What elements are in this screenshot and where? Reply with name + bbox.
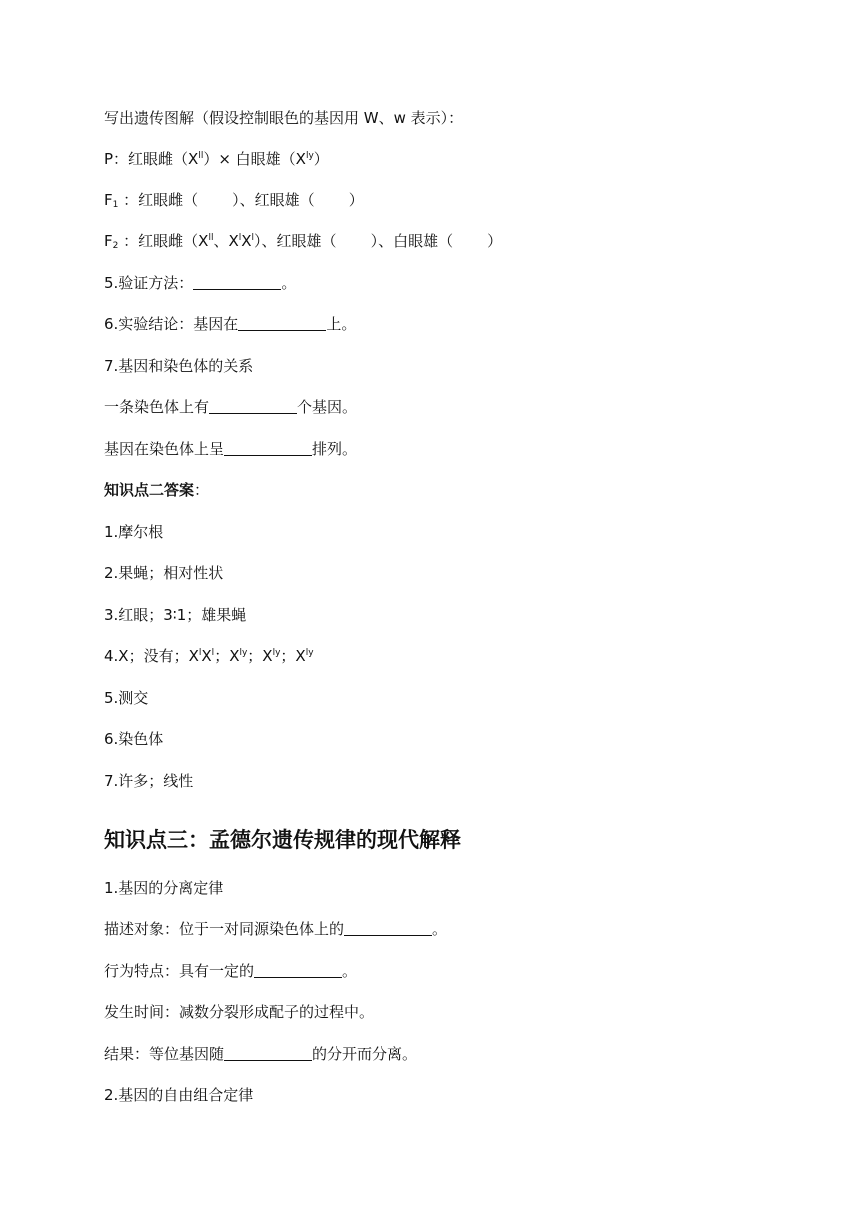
s3-question-2-title (104, 1085, 253, 1105)
q7b-suffix: 排列。 (312, 440, 358, 458)
f2-sub: 2 (112, 241, 119, 251)
a4-text-1: X (201, 647, 212, 665)
f1-text-1: ：红眼雌（ (123, 191, 199, 209)
answer-4 (104, 646, 314, 666)
parent-text-3: ） (313, 150, 329, 168)
s3-question-1c (104, 1002, 374, 1022)
f2-text-3: X (241, 232, 252, 250)
answer-5-text: 5.测交 (104, 689, 149, 707)
a4-sup-1: l (198, 648, 202, 658)
genetic-diagram-intro (104, 108, 463, 128)
q7a-prefix: 一条染色体上有 (104, 398, 210, 416)
f1-label: F (104, 191, 113, 209)
s3-question-1b (104, 961, 357, 981)
answers-title-colon: ： (194, 481, 210, 499)
q7-title: 7.基因和染色体的关系 (104, 357, 254, 375)
question-6 (104, 314, 356, 334)
s3-q1d-blank (224, 1045, 312, 1061)
answer-2 (104, 563, 223, 583)
s3-q1d-prefix: 结果：等位基因随 (104, 1045, 225, 1063)
s3-q1a-prefix: 描述对象：位于一对同源染色体上的 (104, 920, 345, 938)
question-7a (104, 397, 357, 417)
f2-sup-3: l (251, 233, 255, 243)
q5-suffix: 。 (281, 274, 297, 292)
f2-generation-line (104, 231, 502, 251)
parent-sup-2: ly (305, 151, 314, 161)
parent-sup-1: ll (198, 151, 204, 161)
question-5 (104, 273, 296, 293)
q7b-blank (224, 440, 312, 456)
s3-question-1-title (104, 878, 223, 898)
answers-title: 知识点二答案 (104, 481, 195, 499)
a4-sup-2: l (211, 648, 215, 658)
a4-sup-5: ly (305, 648, 314, 658)
s3-question-1d (104, 1044, 417, 1064)
f2-text-1: ：红眼雌（X (123, 232, 209, 250)
a4-text-3: ；X (247, 647, 273, 665)
parent-text-1: P：红眼雌（X (104, 150, 199, 168)
parent-generation-line (104, 149, 329, 169)
s3-q1a-suffix: 。 (432, 920, 448, 938)
s3-q1b-prefix: 行为特点：具有一定的 (104, 962, 255, 980)
answer-1 (104, 522, 163, 542)
s3-q1b-suffix: 。 (342, 962, 358, 980)
f1-text-2: ）、红眼雄（ (232, 191, 315, 209)
f2-sup-2: l (238, 233, 242, 243)
answer-7 (104, 771, 193, 791)
f1-generation-line (104, 190, 364, 210)
f2-text-4: ）、红眼雄（ (254, 232, 337, 250)
f2-sup-1: ll (208, 233, 214, 243)
answers-title-line (104, 480, 209, 500)
q6-suffix: 上。 (326, 315, 357, 333)
q7a-suffix: 个基因。 (297, 398, 358, 416)
f2-text-5: ）、白眼雄（ (370, 232, 454, 250)
question-7-title (104, 356, 253, 376)
answer-3-text: 3.红眼；3∶1；雄果蝇 (104, 606, 247, 624)
section-3-heading-text: 知识点三：孟德尔遗传规律的现代解释 (104, 828, 461, 852)
answer-7-text: 7.许多；线性 (104, 772, 194, 790)
a4-prefix: 4.X；没有；X (104, 647, 199, 665)
q7b-prefix: 基因在染色体上呈 (104, 440, 225, 458)
f1-sub: 1 (112, 200, 119, 210)
answer-6-text: 6.染色体 (104, 730, 164, 748)
answer-2-text: 2.果蝇；相对性状 (104, 564, 224, 582)
q6-blank (238, 315, 326, 331)
s3-q1-title: 1.基因的分离定律 (104, 879, 224, 897)
answer-5 (104, 688, 148, 708)
f2-text-2: 、X (213, 232, 239, 250)
a4-sup-3: ly (239, 648, 248, 658)
s3-q1d-suffix: 的分开而分离。 (312, 1045, 418, 1063)
question-7b (104, 439, 357, 459)
s3-q1a-blank (344, 920, 432, 936)
answer-3 (104, 605, 246, 625)
intro-text: 写出遗传图解（假设控制眼色的基因用 W、w 表示）： (104, 109, 464, 127)
parent-text-2: ）× 白眼雄（X (203, 150, 306, 168)
a4-text-2: ；X (214, 647, 240, 665)
answer-1-text: 1.摩尔根 (104, 523, 164, 541)
s3-q1b-blank (254, 962, 342, 978)
q6-prefix: 6.实验结论：基因在 (104, 315, 239, 333)
f1-text-3: ） (348, 191, 364, 209)
f2-text-6: ） (487, 232, 503, 250)
s3-question-1a (104, 919, 447, 939)
answer-6 (104, 729, 163, 749)
q5-blank (193, 274, 281, 290)
s3-q1c-text: 发生时间：减数分裂形成配子的过程中。 (104, 1003, 375, 1021)
f2-label: F (104, 232, 113, 250)
q5-prefix: 5.验证方法： (104, 274, 194, 292)
a4-text-4: ；X (280, 647, 306, 665)
section-3-heading (104, 826, 461, 854)
a4-sup-4: ly (272, 648, 281, 658)
q7a-blank (209, 398, 297, 414)
s3-q2-title: 2.基因的自由组合定律 (104, 1086, 254, 1104)
